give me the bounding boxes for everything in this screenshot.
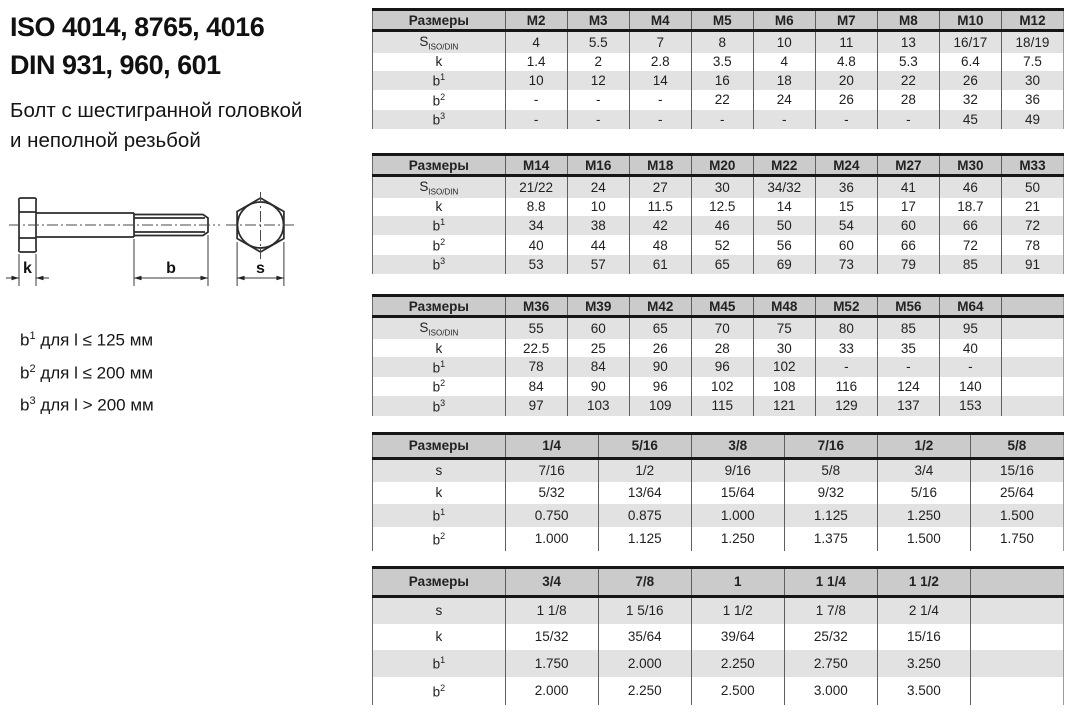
table-cell: 102 (753, 357, 815, 377)
row-label: $b^1$ (432, 217, 446, 234)
table-cell: - (877, 110, 939, 130)
table-cell: 21 (1001, 198, 1063, 216)
table-cell: 12 (567, 71, 629, 91)
size-header: 1 (691, 567, 784, 596)
table-cell: 22 (877, 71, 939, 91)
table-cell: - (505, 90, 567, 110)
tables-panel (372, 8, 1064, 705)
table-corner-header: Размеры (373, 567, 506, 596)
table-cell: 2.8 (629, 53, 691, 71)
table-cell: 25/32 (784, 624, 877, 650)
size-header: M8 (877, 10, 939, 31)
table-cell: 18/19 (1001, 31, 1063, 53)
table-cell: 3.500 (877, 677, 970, 705)
table-cell: 33 (815, 339, 877, 357)
table-cell (1001, 377, 1063, 397)
table-cell: 9/16 (691, 458, 784, 482)
dim-label-s: s (256, 260, 265, 277)
row-label: $b^2$ (432, 91, 446, 109)
footnotes (20, 322, 154, 420)
table-cell: - (505, 110, 567, 130)
table-row (373, 110, 1064, 130)
table-corner-header: Размеры (373, 433, 506, 458)
table-cell: 42 (629, 216, 691, 236)
table-cell: 11 (815, 31, 877, 53)
table-cell: 96 (691, 357, 753, 377)
table-row (373, 357, 1064, 377)
size-header: 1/4 (505, 433, 598, 458)
table-corner-header: Размеры (373, 10, 506, 31)
row-label: k (435, 54, 443, 70)
table-cell: 65 (629, 317, 691, 339)
table-cell: 85 (877, 317, 939, 339)
table-cell: 1/2 (598, 458, 691, 482)
table-cell: - (567, 90, 629, 110)
table-cell: 30 (1001, 71, 1063, 91)
table-cell: 26 (939, 71, 1001, 91)
size-header: M3 (567, 10, 629, 31)
table-corner-header: Размеры (373, 296, 506, 317)
table-cell: 97 (505, 396, 567, 416)
table-cell: 35/64 (598, 624, 691, 650)
table-cell: 1.250 (691, 527, 784, 551)
table-cell: 60 (567, 317, 629, 339)
left-panel (0, 0, 370, 720)
table-row (373, 624, 1064, 650)
table-cell: 3.5 (691, 53, 753, 71)
size-header: M39 (567, 296, 629, 317)
table-cell: 34/32 (753, 176, 815, 198)
size-header: M20 (691, 155, 753, 176)
table-cell: - (877, 357, 939, 377)
table-cell: 95 (939, 317, 1001, 339)
table-cell: 153 (939, 396, 1001, 416)
table-cell: 32 (939, 90, 1001, 110)
table-cell: 44 (567, 235, 629, 255)
table-cell: 26 (629, 339, 691, 357)
table-cell: 22 (691, 90, 753, 110)
table-cell: 1.500 (970, 504, 1063, 528)
size-header: 5/8 (970, 433, 1063, 458)
table-cell: 1.000 (691, 504, 784, 528)
table-cell: 96 (629, 377, 691, 397)
row-label: s (435, 603, 443, 619)
title-iso: ISO 4014, 8765, 4016 (10, 12, 265, 42)
table-cell: 17 (877, 198, 939, 216)
size-header: M4 (629, 10, 691, 31)
table-row (373, 71, 1064, 91)
table-cell: - (939, 357, 1001, 377)
table-cell: 65 (691, 255, 753, 275)
size-header: M56 (877, 296, 939, 317)
table-cell: 1.750 (970, 527, 1063, 551)
table-cell: 66 (877, 235, 939, 255)
table-cell: 1.125 (598, 527, 691, 551)
table-cell: 30 (691, 176, 753, 198)
table-cell: 103 (567, 396, 629, 416)
table-cell: 0.750 (505, 504, 598, 528)
row-label: $b^1$ (432, 655, 446, 672)
table-cell: 10 (505, 71, 567, 91)
table-cell: 1.375 (784, 527, 877, 551)
row-label: $S_{ISO/DIN}$ (419, 33, 459, 52)
row-label: $S_{ISO/DIN}$ (419, 319, 459, 338)
table-cell: 56 (753, 235, 815, 255)
table-row (373, 53, 1064, 71)
table-cell: 38 (567, 216, 629, 236)
table-cell: 7/16 (505, 458, 598, 482)
dimension-table-metric-m36-m64 (372, 294, 1064, 415)
row-label: $b^2$ (432, 682, 446, 700)
dimension-table-inch-quarter-to-fiveeighths (372, 432, 1064, 551)
table-cell: 5.3 (877, 53, 939, 71)
table-row (373, 458, 1064, 482)
size-header: 3/4 (505, 567, 598, 596)
table-cell: 14 (629, 71, 691, 91)
size-header: M2 (505, 10, 567, 31)
table-cell: 7.5 (1001, 53, 1063, 71)
table-cell: 10 (567, 198, 629, 216)
table-row (373, 596, 1064, 624)
table-cell: 1.000 (505, 527, 598, 551)
table-row (373, 677, 1064, 705)
size-header (970, 567, 1063, 596)
footnote: $b^2$ для l ≤ 200 мм (20, 362, 154, 383)
size-header: M12 (1001, 10, 1063, 31)
table-cell: 70 (691, 317, 753, 339)
table-cell: 18 (753, 71, 815, 91)
table-cell: 0.875 (598, 504, 691, 528)
size-header: M18 (629, 155, 691, 176)
size-header: 1/2 (877, 433, 970, 458)
table-cell: 5/16 (877, 482, 970, 504)
dimension-table-metric-m14-m33 (372, 153, 1064, 274)
table-row (373, 482, 1064, 504)
size-header: M7 (815, 10, 877, 31)
table-cell: 13/64 (598, 482, 691, 504)
table-cell: 109 (629, 396, 691, 416)
table-cell: 66 (939, 216, 1001, 236)
table-cell: - (567, 110, 629, 130)
table-cell (1001, 339, 1063, 357)
table-cell: 2 (567, 53, 629, 71)
table-cell: 1 5/16 (598, 596, 691, 624)
table-cell: 90 (629, 357, 691, 377)
size-header: M6 (753, 10, 815, 31)
table-header-row (373, 296, 1064, 317)
table-cell: 3/4 (877, 458, 970, 482)
table-cell: 1.125 (784, 504, 877, 528)
table-cell: 35 (877, 339, 939, 357)
footnote: $b^3$ для l > 200 мм (20, 395, 154, 415)
table-cell: 1 1/2 (691, 596, 784, 624)
row-label: k (435, 485, 443, 501)
size-header: M33 (1001, 155, 1063, 176)
table-cell: 84 (505, 377, 567, 397)
table-cell: 49 (1001, 110, 1063, 130)
table-cell: 46 (939, 176, 1001, 198)
size-header: M14 (505, 155, 567, 176)
table-cell: 102 (691, 377, 753, 397)
dim-label-k: k (23, 260, 32, 277)
table-cell: - (815, 110, 877, 130)
table-cell: 137 (877, 396, 939, 416)
table-cell (1001, 357, 1063, 377)
table-cell: 24 (567, 176, 629, 198)
table-cell: 91 (1001, 255, 1063, 275)
table-cell: 15/16 (877, 624, 970, 650)
size-header: M45 (691, 296, 753, 317)
row-label: $b^2$ (432, 530, 446, 548)
bolt-drawing (4, 190, 356, 302)
table-header-row (373, 567, 1064, 596)
table-cell: 75 (753, 317, 815, 339)
size-header: M22 (753, 155, 815, 176)
table-cell: 1 1/8 (505, 596, 598, 624)
table-cell: 20 (815, 71, 877, 91)
size-header: 7/8 (598, 567, 691, 596)
row-label: $b^3$ (432, 256, 446, 273)
table-cell: 8 (691, 31, 753, 53)
row-label: $b^2$ (432, 236, 446, 254)
size-header: M36 (505, 296, 567, 317)
title-din: DIN 931, 960, 601 (10, 50, 221, 80)
table-row (373, 650, 1064, 678)
table-cell: 8.8 (505, 198, 567, 216)
table-cell: 5.5 (567, 31, 629, 53)
footnote: $b^1$ для l ≤ 125 мм (20, 330, 154, 350)
table-cell: 24 (753, 90, 815, 110)
row-label: $b^1$ (432, 358, 446, 376)
table-cell: 21/22 (505, 176, 567, 198)
table-cell: 26 (815, 90, 877, 110)
table-cell: 61 (629, 255, 691, 275)
dimension-table-metric-m2-m12 (372, 8, 1064, 129)
table-cell: - (629, 110, 691, 130)
table-cell (970, 624, 1063, 650)
table-cell: 78 (505, 357, 567, 377)
table-cell: 85 (939, 255, 1001, 275)
table-header-row (373, 10, 1064, 31)
table-cell: 16 (691, 71, 753, 91)
table-cell: 2.500 (691, 677, 784, 705)
table-cell: 15 (815, 198, 877, 216)
table-cell: 9/32 (784, 482, 877, 504)
page-subtitle (10, 96, 302, 156)
table-cell: 30 (753, 339, 815, 357)
size-header: M24 (815, 155, 877, 176)
table-cell: 1.250 (877, 504, 970, 528)
table-cell: 72 (939, 235, 1001, 255)
table-cell: 4 (505, 31, 567, 53)
table-cell: 72 (1001, 216, 1063, 236)
table-cell: 50 (1001, 176, 1063, 198)
table-cell: 115 (691, 396, 753, 416)
size-header: M30 (939, 155, 1001, 176)
table-cell: 53 (505, 255, 567, 275)
table-cell: 5/8 (784, 458, 877, 482)
table-cell: 41 (877, 176, 939, 198)
row-label: $b^1$ (432, 507, 446, 524)
row-label: $b^3$ (432, 397, 446, 415)
table-cell: 13 (877, 31, 939, 53)
table-cell (970, 596, 1063, 624)
table-cell: 116 (815, 377, 877, 397)
page-title (10, 8, 264, 84)
table-cell: 108 (753, 377, 815, 397)
table-cell: 2.000 (598, 650, 691, 678)
size-header: M27 (877, 155, 939, 176)
table-cell: - (753, 110, 815, 130)
table-cell: 7 (629, 31, 691, 53)
table-cell: 2 1/4 (877, 596, 970, 624)
table-cell: 54 (815, 216, 877, 236)
size-header: M48 (753, 296, 815, 317)
table-cell: 45 (939, 110, 1001, 130)
table-header-row (373, 155, 1064, 176)
size-header: M42 (629, 296, 691, 317)
size-header: M64 (939, 296, 1001, 317)
table-cell: 15/64 (691, 482, 784, 504)
table-cell: 10 (753, 31, 815, 53)
table-cell: 73 (815, 255, 877, 275)
table-header-row (373, 433, 1064, 458)
table-cell: 60 (877, 216, 939, 236)
size-header: 3/8 (691, 433, 784, 458)
table-cell: 39/64 (691, 624, 784, 650)
size-header: 5/16 (598, 433, 691, 458)
size-header: 7/16 (784, 433, 877, 458)
table-cell: 6.4 (939, 53, 1001, 71)
size-header: M16 (567, 155, 629, 176)
table-cell: 55 (505, 317, 567, 339)
table-cell: 80 (815, 317, 877, 339)
size-header: 1 1/4 (784, 567, 877, 596)
table-corner-header: Размеры (373, 155, 506, 176)
table-cell: 124 (877, 377, 939, 397)
table-cell: 5/32 (505, 482, 598, 504)
table-cell: 2.250 (691, 650, 784, 678)
table-row (373, 317, 1064, 339)
row-label: k (435, 629, 443, 645)
table-row (373, 527, 1064, 551)
table-cell (1001, 317, 1063, 339)
table-cell: 14 (753, 198, 815, 216)
row-label: $b^1$ (432, 72, 446, 89)
table-cell: 78 (1001, 235, 1063, 255)
table-cell (970, 650, 1063, 678)
dim-label-b: b (166, 260, 176, 277)
row-label: s (435, 463, 443, 479)
table-row (373, 216, 1064, 236)
table-cell: 2.750 (784, 650, 877, 678)
table-cell: 52 (691, 235, 753, 255)
table-cell: 40 (505, 235, 567, 255)
table-cell: 15/16 (970, 458, 1063, 482)
table-cell: 140 (939, 377, 1001, 397)
table-cell: 25 (567, 339, 629, 357)
table-cell: 16/17 (939, 31, 1001, 53)
table-cell: 69 (753, 255, 815, 275)
table-cell: 18.7 (939, 198, 1001, 216)
size-header: M52 (815, 296, 877, 317)
table-cell: 25/64 (970, 482, 1063, 504)
table-cell: 129 (815, 396, 877, 416)
table-cell: 1.750 (505, 650, 598, 678)
subtitle-line2: и неполной резьбой (10, 129, 201, 152)
table-row (373, 504, 1064, 528)
table-cell: 11.5 (629, 198, 691, 216)
table-cell: 48 (629, 235, 691, 255)
table-cell: 4.8 (815, 53, 877, 71)
table-cell: 34 (505, 216, 567, 236)
table-cell: 2.250 (598, 677, 691, 705)
table-cell: 46 (691, 216, 753, 236)
row-label: $S_{ISO/DIN}$ (419, 178, 459, 197)
table-cell: 50 (753, 216, 815, 236)
table-cell: 4 (753, 53, 815, 71)
table-cell: 79 (877, 255, 939, 275)
dimension-table-inch-threequarters-to-oneandhalf (372, 566, 1064, 705)
table-cell: 1.500 (877, 527, 970, 551)
table-cell: 15/32 (505, 624, 598, 650)
table-row (373, 396, 1064, 416)
table-cell: - (691, 110, 753, 130)
table-cell: 84 (567, 357, 629, 377)
row-label: $b^2$ (432, 378, 446, 395)
table-cell: 36 (1001, 90, 1063, 110)
table-cell (1001, 396, 1063, 416)
table-cell: - (629, 90, 691, 110)
table-row (373, 377, 1064, 397)
table-cell: 90 (567, 377, 629, 397)
table-cell: 1.4 (505, 53, 567, 71)
table-cell: 3.000 (784, 677, 877, 705)
table-cell: 40 (939, 339, 1001, 357)
table-cell: 28 (877, 90, 939, 110)
table-cell: 27 (629, 176, 691, 198)
size-header: 1 1/2 (877, 567, 970, 596)
table-cell: 121 (753, 396, 815, 416)
table-cell: 1 7/8 (784, 596, 877, 624)
table-row (373, 198, 1064, 216)
row-label: k (435, 340, 443, 356)
table-cell: 3.250 (877, 650, 970, 678)
row-label: k (435, 199, 443, 215)
table-row (373, 255, 1064, 275)
table-cell: 22.5 (505, 339, 567, 357)
table-cell: 12.5 (691, 198, 753, 216)
size-header: M10 (939, 10, 1001, 31)
table-row (373, 31, 1064, 53)
table-cell: 36 (815, 176, 877, 198)
size-header (1001, 296, 1063, 317)
table-cell: 57 (567, 255, 629, 275)
row-label: $b^3$ (432, 111, 446, 128)
table-cell: 2.000 (505, 677, 598, 705)
table-row (373, 90, 1064, 110)
table-cell (970, 677, 1063, 705)
table-row (373, 235, 1064, 255)
table-cell: 28 (691, 339, 753, 357)
table-cell: - (815, 357, 877, 377)
table-row (373, 176, 1064, 198)
subtitle-line1: Болт с шестигранной головкой (10, 99, 303, 122)
size-header: M5 (691, 10, 753, 31)
table-cell: 60 (815, 235, 877, 255)
table-row (373, 339, 1064, 357)
